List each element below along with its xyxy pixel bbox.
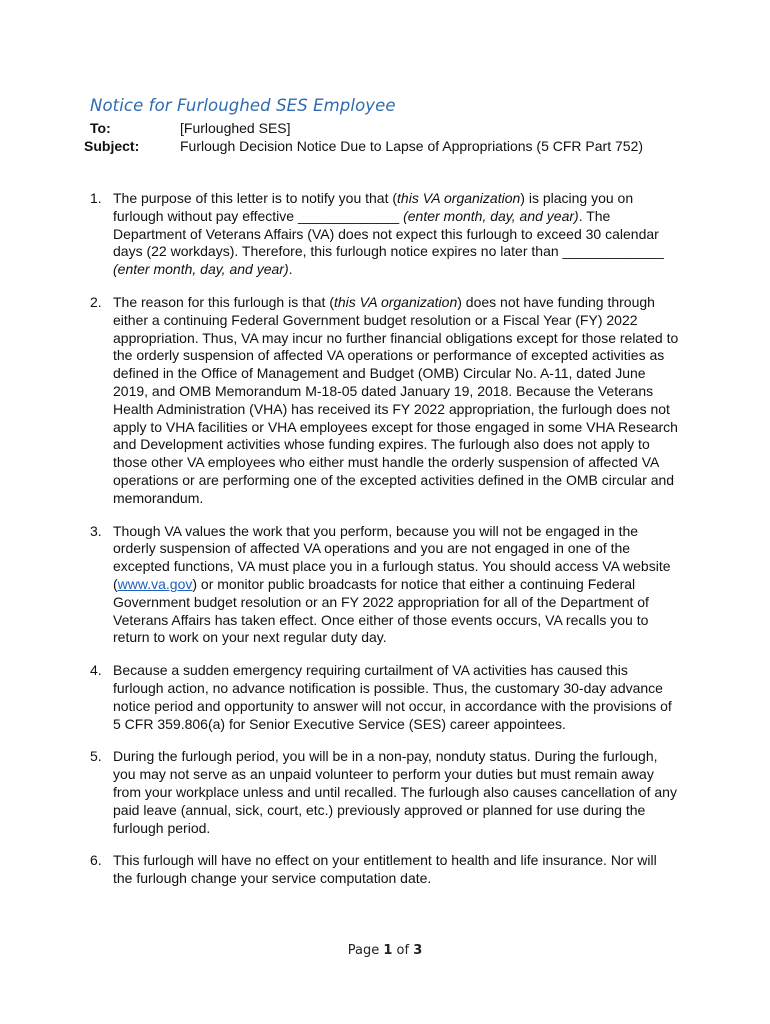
- page-footer: [0, 943, 770, 958]
- list-number: 1.: [90, 190, 102, 206]
- memo-header: [84, 120, 684, 156]
- subject-value: Furlough Decision Notice Due to Lapse of Appropriations (5 CFR Part 752): [180, 137, 644, 154]
- numbered-list: [90, 190, 680, 903]
- total-pages-number: 3: [413, 943, 423, 958]
- current-page-number: 1: [383, 943, 393, 958]
- page-word: Page: [347, 943, 380, 958]
- to-row: [84, 120, 684, 138]
- list-number: 2.: [90, 293, 102, 310]
- page-title: Notice for Furloughed SES Employee: [90, 96, 396, 115]
- italic-run: (enter month, day, and year): [113, 261, 289, 278]
- text-run: Though VA values the work that you perform, because you will not be engaged in the orderly suspension of affected VA operations and you are not engaged in one of the excepted functions, VA must place you in a furlough status. You should access VA website (: [113, 522, 671, 592]
- list-item-5: [90, 748, 680, 837]
- list-number: 5.: [90, 748, 102, 765]
- text-run: ) is placing you on furlough without pay effective _____________: [113, 190, 634, 224]
- text-run: The purpose of this letter is to notify you that (: [113, 190, 398, 206]
- paragraph-text: [113, 523, 680, 648]
- list-number: 4.: [90, 662, 102, 679]
- va-website-link[interactable]: www.va.gov: [117, 575, 193, 592]
- text-run: ) or monitor public broadcasts for notice that either a continuing Federal Government budget resolution or an FY 2022 appropriation for all of the Department of Veterans Affairs has taken effect. Once either of those events occurs, VA recalls you to return to work on your next regular duty day.: [113, 575, 649, 646]
- list-number: 3.: [90, 522, 102, 539]
- list-item-6: [90, 852, 680, 888]
- list-item-2: [90, 294, 680, 508]
- subject-row: [84, 138, 684, 156]
- list-number: 6.: [90, 852, 102, 869]
- text-run: .: [288, 261, 293, 278]
- of-word: of: [396, 943, 410, 958]
- paragraph-text: [113, 294, 680, 508]
- text-run: The reason for this furlough is that (: [113, 293, 334, 310]
- italic-run: this VA organization: [334, 293, 458, 310]
- italic-run: (enter month, day, and year): [403, 207, 579, 224]
- text-run: ) does not have funding through either a continuing Federal Government budget resolution or a Fiscal Year (FY) 2022 appropriation. Thus, VA may incur no further financial obligations except for those related to the orderly suspension of affected VA operations or performance of excepted activities as defined in the Office of Management and Budget (OMB) Circular No. A-11, dated June 2019, and OMB Memorandum M-18-05 dated January 19, 2018. Because the Veterans Health Administration (VHA) has received its FY 2022 appropriation, the furlough does not apply to VHA facilities or VHA employees except for those engaged in some VHA Research and Development activities whose funding expires. The furlough also does not apply to those other VA employees who either must handle the orderly suspension of affected VA operations or are performing one of the excepted activities defined in the OMB circular and memorandum.: [113, 293, 679, 506]
- italic-run: this VA organization: [397, 190, 521, 206]
- paragraph-text: This furlough will have no effect on your entitlement to health and life insurance. Nor will the furlough change your service computation date.: [113, 852, 657, 887]
- to-value: [Furloughed SES]: [180, 120, 291, 136]
- paragraph-text: During the furlough period, you will be in a non-pay, nonduty status. During the furlough, you may not serve as an unpaid volunteer to perform your duties but must remain away from your workplace unless and until recalled. The furlough also causes cancellation of any paid leave (annual, sick, court, etc.) previously approved or planned for use during the furlough period.: [113, 748, 677, 836]
- subject-label: Subject:: [84, 137, 140, 154]
- text-run: . The Department of Veterans Affairs (VA) does not expect this furlough to exceed 30 calendar days (22 workdays). Therefore, this furlough notice expires no later than _____________: [113, 207, 664, 260]
- paragraph-text: [113, 190, 680, 279]
- list-item-4: [90, 662, 680, 733]
- list-item-1: [90, 190, 680, 279]
- to-label: To:: [90, 120, 111, 136]
- list-item-3: [90, 523, 680, 648]
- paragraph-text: Because a sudden emergency requiring curtailment of VA activities has caused this furlough action, no advance notification is possible. Thus, the customary 30-day advance notice period and opportunity to answer will not occur, in accordance with the provisions of 5 CFR 359.806(a) for Senior Executive Service (SES) career appointees.: [113, 662, 672, 732]
